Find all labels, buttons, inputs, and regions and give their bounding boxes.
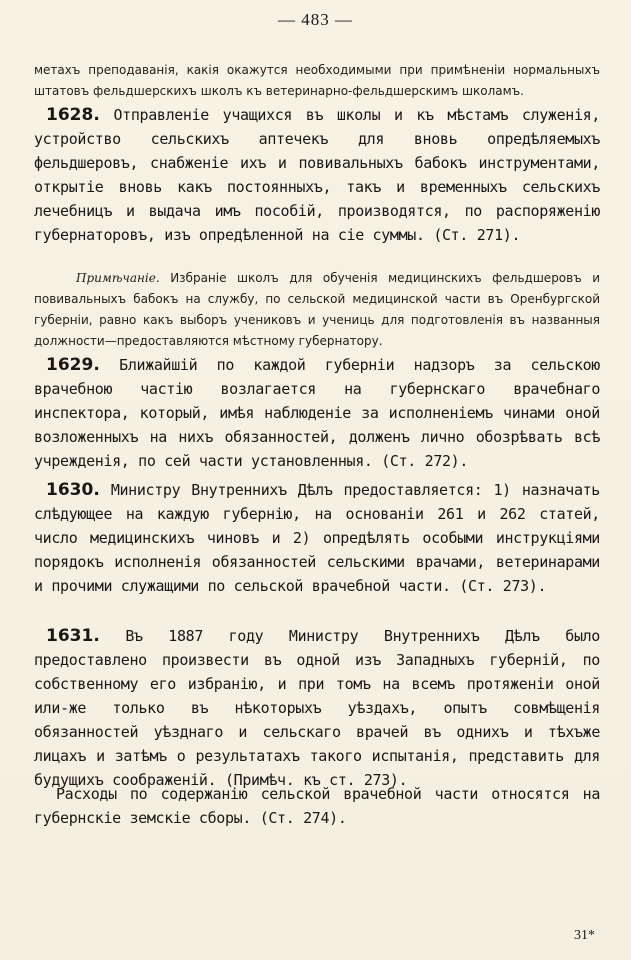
continuation-paragraph: метахъ преподаванія, какія окажутся необходимыми при примѣненіи нормальныхъ штатовъ фельдшерскихъ школъ къ ветеринарно-фельдшерскимъ школамъ. (34, 63, 600, 98)
article-text: Министру Внутреннихъ Дѣлъ предоставляется: 1) назначать слѣдующее на каждую губернію, на основаніи 261 и 262 статей, число медицинскихъ чиновъ и 2) опредѣлять особыми инструкціями порядокъ исполненія обязанностей сельскими врачами, ветеринарами и прочими служащими по сельской врачебной части. (Ст. 273). (34, 481, 600, 595)
page-number: — 483 — (278, 10, 353, 29)
article-text: Ближайшій по каждой губерніи надзоръ за сельскою врачебною частію возлагается на губернскаго врачебнаго инспектора, который, имѣя наблюденіе за исполненіемъ чинами оной возложенныхъ на нихъ обязанностей, долженъ лично обозрѣвать всѣ учрежденія, по сей части установленныя. (Ст. 272). (34, 356, 600, 470)
article-1628 (34, 103, 600, 247)
article-number: 1628. (46, 105, 100, 125)
article-1630 (34, 478, 600, 598)
closing-text: Расходы по содержанію сельской врачебной части относятся на губернскіе земскіе сборы. (Ст. 274). (34, 785, 600, 827)
article-number: 1629. (46, 355, 100, 375)
article-1629 (34, 353, 600, 473)
article-1631 (34, 624, 600, 792)
article-text: Отправленіе учащихся въ школы и къ мѣстамъ служенія, устройство сельскихъ аптечекъ для вновь опредѣляемыхъ фельдшеровъ, снабженіе ихъ и повивальныхъ бабокъ инструментами, открытіе вновь какъ постоянныхъ, такъ и временныхъ сельскихъ лечебницъ и выдача имъ пособій, производятся, по распоряженію губернаторовъ, изъ опредѣленной на сіе суммы. (Ст. 271). (34, 106, 600, 244)
article-number: 1630. (46, 480, 100, 500)
article-text: Въ 1887 году Министру Внутреннихъ Дѣлъ было предоставлено произвести въ одной изъ Западныхъ губерній, по собственному его избранію, и при томъ на всемъ протяженіи оной или-же только въ нѣкоторыхъ уѣздахъ, опытъ совмѣщенія обязанностей уѣзднаго и сельскаго врачей въ однихъ и тѣхъже лицахъ и затѣмъ о результатахъ такого испытанія, представить для будущихъ соображеній. (Примѣч. къ ст. 273). (34, 627, 600, 789)
note-label: Примѣчаніе. (76, 271, 160, 285)
article-number: 1631. (46, 626, 100, 646)
note-paragraph (34, 268, 600, 352)
note-text: Избраніе школъ для обученія медицинскихъ фельдшеровъ и повивальныхъ бабокъ на службу, по сельской медицинской части въ Оренбургской губерніи, равно какъ выборъ учениковъ и учениць для подготовленія въ названныя должности—предоставляются мѣстному губернатору. (34, 271, 600, 348)
closing-paragraph (34, 782, 600, 830)
signature-mark: 31* (574, 928, 595, 943)
